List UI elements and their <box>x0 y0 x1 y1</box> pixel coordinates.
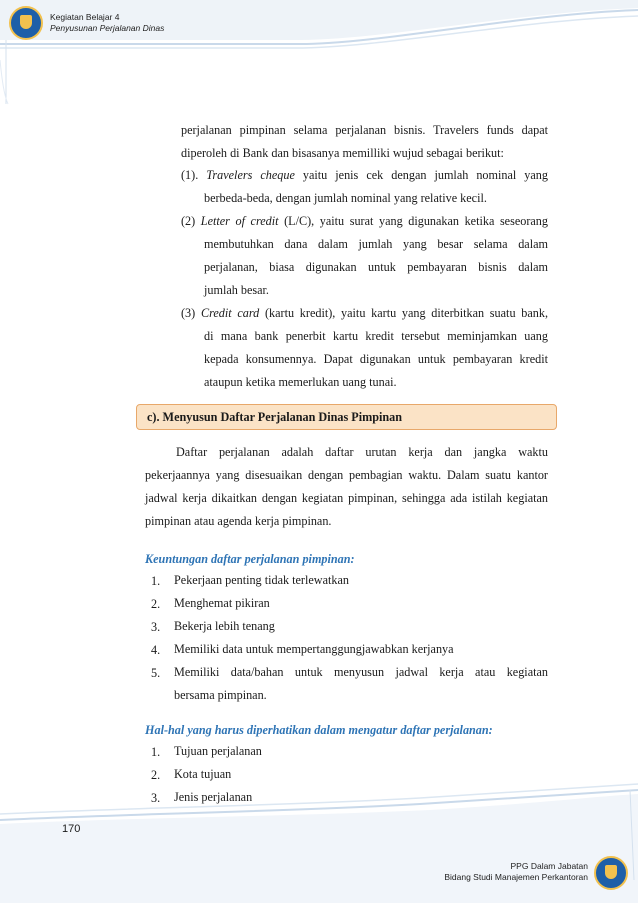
logo-icon <box>9 6 43 40</box>
page-number: 170 <box>62 823 81 835</box>
list-item: Bekerja lebih tenang <box>174 619 275 633</box>
paragraph-line: pekerjaannya yang disesuaikan dengan pembagian waktu. Dalam suatu kantor <box>145 468 548 482</box>
list-item-continuation: ataupun ketika memerlukan uang tunai. <box>204 375 397 389</box>
list-item: Menghemat pikiran <box>174 596 270 610</box>
intro-line-2: diperoleh di Bank dan bisasanya memilliki wujud sebagai berikut: <box>181 146 504 160</box>
list-number: 1. <box>151 745 161 759</box>
list-item-credit-card: (3) Credit card (kartu kredit), yaitu kartu yang diterbitkan suatu bank, <box>181 306 548 320</box>
list-number: 2. <box>151 597 161 611</box>
section-heading-box <box>136 404 557 430</box>
subheading-keuntungan: Keuntungan daftar perjalanan pimpinan: <box>145 552 355 566</box>
intro-line-1: perjalanan pimpinan selama perjalanan bisnis. Travelers funds dapat <box>181 123 548 137</box>
list-item: Memiliki data/bahan untuk menyusun jadwal kerja atau kegiatan <box>174 665 548 679</box>
list-number: 3. <box>151 791 161 805</box>
paragraph-line: jadwal kerja dikaitkan dengan kegiatan pimpinan, sehingga ada istilah kegiatan <box>145 491 548 505</box>
logo-icon <box>594 856 628 890</box>
running-header <box>50 12 164 34</box>
list-number: 1. <box>151 574 161 588</box>
list-item: Jenis perjalanan <box>174 790 253 804</box>
list-item: Memiliki data untuk mempertanggungjawabkan kerjanya <box>174 642 454 656</box>
paragraph-line: pimpinan atau agenda kerja pimpinan. <box>145 514 332 528</box>
list-item-travelers-cheque: (1). Travelers cheque yaitu jenis cek dengan jumlah nominal yang <box>181 168 548 182</box>
list-item-letter-of-credit: (2) Letter of credit (L/C), yaitu surat yang digunakan ketika seseorang <box>181 214 548 228</box>
term: Credit card <box>200 306 260 320</box>
list-item: Tujuan perjalanan <box>174 744 262 758</box>
list-item-continuation: kepada konsumennya. Dapat digunakan untuk pembayaran kredit <box>204 352 548 366</box>
list-number: 5. <box>151 666 161 680</box>
list-item-continuation: membutuhkan dana dalam jumlah yang besar selama dalam <box>204 237 548 251</box>
paragraph-line: Daftar perjalanan adalah daftar urutan kerja dan jangka waktu <box>176 445 548 459</box>
footer-program: PPG Dalam Jabatan <box>510 861 588 871</box>
list-item-continuation: berbeda-beda, dengan jumlah nominal yang relative kecil. <box>204 191 487 205</box>
list-item: Pekerjaan penting tidak terlewatkan <box>174 573 349 587</box>
term: Letter of credit <box>200 214 279 228</box>
list-item-continuation: bersama pimpinan. <box>174 688 267 702</box>
list-number: 4. <box>151 643 161 657</box>
footer-field: Bidang Studi Manajemen Perkantoran <box>444 871 588 882</box>
running-footer <box>444 861 588 882</box>
list-item-continuation: jumlah besar. <box>204 283 269 297</box>
list-item: Kota tujuan <box>174 767 232 781</box>
term: Travelers cheque <box>206 168 295 182</box>
footer-decoration <box>0 780 638 903</box>
section-title: c). Menyusun Daftar Perjalanan Dinas Pimpinan <box>147 410 403 424</box>
list-number: 2. <box>151 768 161 782</box>
subheading-hal-hal: Hal-hal yang harus diperhatikan dalam mengatur daftar perjalanan: <box>145 723 493 737</box>
header-topic: Penyusunan Perjalanan Dinas <box>50 23 165 33</box>
list-number: 3. <box>151 620 161 634</box>
list-item-continuation: perjalanan, biasa digunakan untuk pembayaran bisnis dalam <box>204 260 548 274</box>
list-item-continuation: di mana bank penerbit kartu kredit tersebut meminjamkan uang <box>204 329 548 343</box>
header-module: Kegiatan Belajar 4 <box>50 12 120 22</box>
